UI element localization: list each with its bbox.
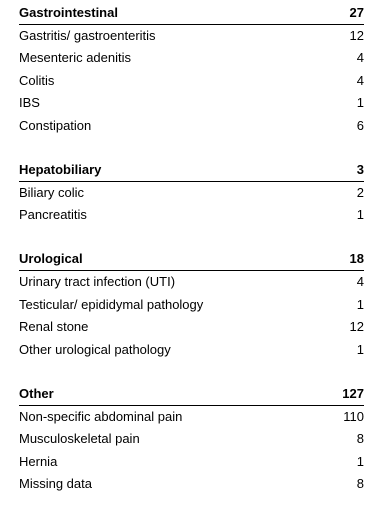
diagnosis-table xyxy=(19,2,364,496)
section-header xyxy=(19,2,364,25)
row-value: 4 xyxy=(356,72,364,88)
row-label: Constipation xyxy=(19,117,92,133)
table-row xyxy=(19,406,364,429)
row-value: 4 xyxy=(356,50,364,65)
table-row xyxy=(19,428,364,451)
section-title: Urological xyxy=(19,251,83,266)
section-title: Other xyxy=(19,385,54,401)
table-row xyxy=(19,473,364,496)
table-row xyxy=(19,271,364,294)
table-row xyxy=(19,70,364,93)
table-row xyxy=(19,92,364,115)
row-label: Pancreatitis xyxy=(19,207,87,222)
row-label: Gastritis/ gastroenteritis xyxy=(19,27,156,43)
row-value: 2 xyxy=(356,184,364,200)
row-value: 1 xyxy=(356,95,364,110)
section-total: 27 xyxy=(349,4,364,20)
row-value: 1 xyxy=(356,207,364,222)
table-row xyxy=(19,294,364,317)
section-gastrointestinal xyxy=(19,2,364,137)
table-row xyxy=(19,316,364,339)
row-label: Biliary colic xyxy=(19,184,85,200)
row-value: 12 xyxy=(349,319,364,334)
table-row xyxy=(19,451,364,474)
row-label: Colitis xyxy=(19,72,55,88)
row-value: 8 xyxy=(356,431,364,446)
row-label: Missing data xyxy=(19,476,92,491)
row-value: 1 xyxy=(356,296,364,312)
section-urological xyxy=(19,249,364,362)
section-hepatobiliary xyxy=(19,159,364,227)
section-other xyxy=(19,383,364,496)
section-title: Hepatobiliary xyxy=(19,161,102,177)
row-label: Urinary tract infection (UTI) xyxy=(19,274,176,289)
row-value: 8 xyxy=(356,476,364,491)
row-label: Testicular/ epididymal pathology xyxy=(19,296,204,312)
row-label: Hernia xyxy=(19,453,58,469)
row-value: 6 xyxy=(356,117,364,133)
row-value: 1 xyxy=(356,453,364,469)
row-label: Other urological pathology xyxy=(19,341,171,357)
table-row xyxy=(19,204,364,227)
row-label: Mesenteric adenitis xyxy=(19,50,131,65)
row-value: 1 xyxy=(356,341,364,357)
table-row xyxy=(19,47,364,70)
section-title: Gastrointestinal xyxy=(19,4,118,20)
table-row xyxy=(19,115,364,138)
table-row xyxy=(19,25,364,48)
table-row xyxy=(19,182,364,205)
section-total: 3 xyxy=(356,161,364,177)
row-label: Non-specific abdominal pain xyxy=(19,408,183,424)
table-row xyxy=(19,339,364,362)
row-label: Musculoskeletal pain xyxy=(19,431,140,446)
row-label: Renal stone xyxy=(19,319,89,334)
row-value: 4 xyxy=(356,274,364,289)
section-header xyxy=(19,159,364,182)
row-value: 110 xyxy=(343,408,364,424)
section-total: 127 xyxy=(342,385,364,401)
row-value: 12 xyxy=(349,27,364,43)
section-header xyxy=(19,249,364,272)
section-header xyxy=(19,383,364,406)
row-label: IBS xyxy=(19,95,40,110)
section-total: 18 xyxy=(349,251,364,266)
